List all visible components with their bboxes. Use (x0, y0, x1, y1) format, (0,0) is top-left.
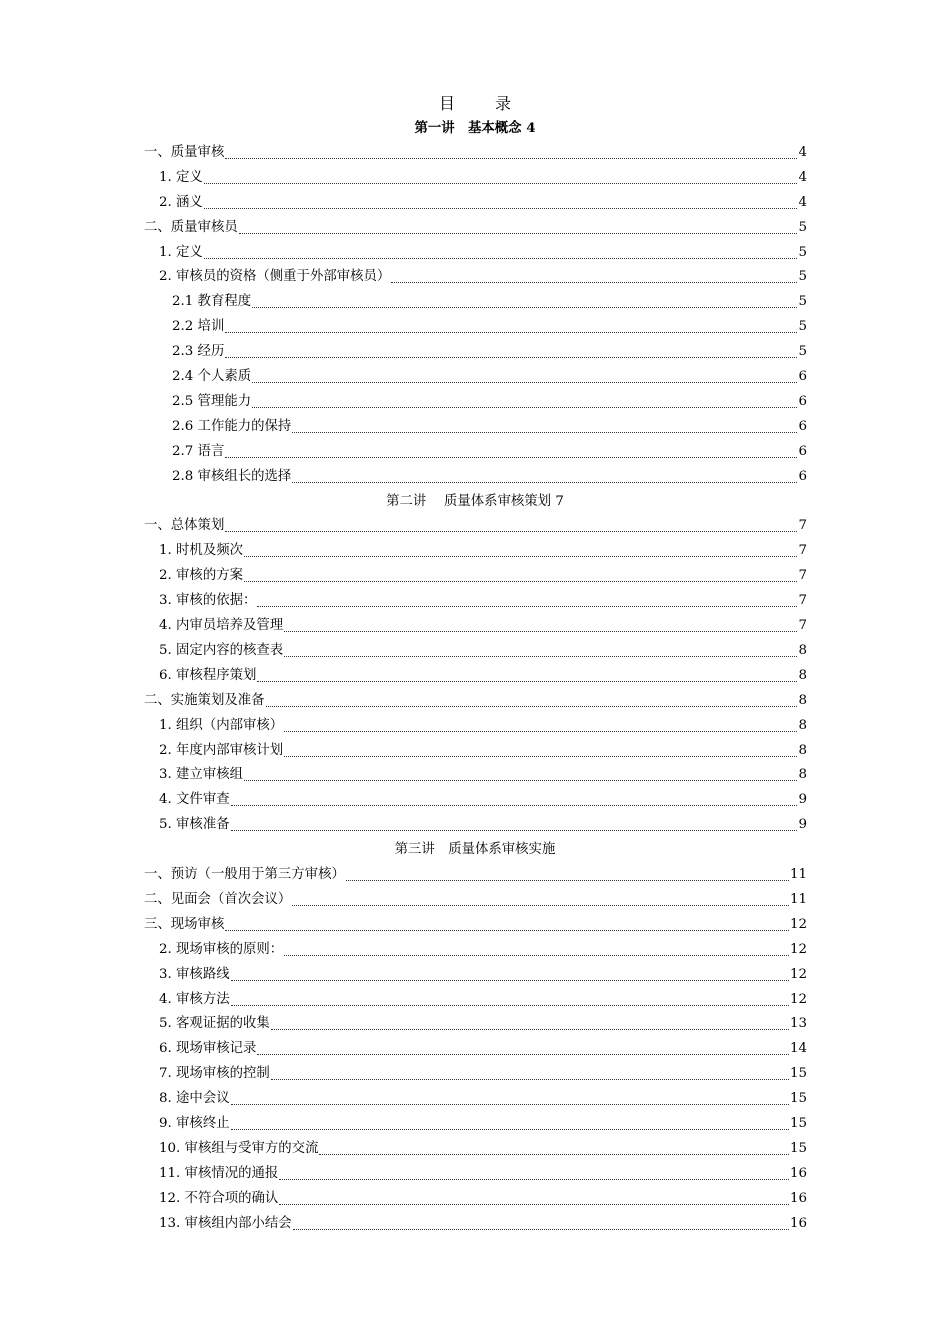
section-heading: 第三讲 质量体系审核实施 (394, 842, 556, 858)
toc-entry[interactable] (159, 1089, 807, 1109)
toc-entry[interactable] (159, 815, 807, 835)
toc-entry-page: 11 (789, 867, 807, 882)
dot-leader (293, 1214, 789, 1234)
toc-entry[interactable] (144, 516, 807, 536)
toc-entry[interactable] (159, 1189, 807, 1209)
toc-entry-page: 9 (798, 817, 807, 833)
toc-entry-page: 8 (798, 717, 807, 733)
dot-leader (244, 765, 797, 785)
dot-leader (225, 342, 797, 362)
dot-leader (252, 367, 797, 387)
dot-leader (284, 741, 797, 761)
dot-leader (284, 616, 797, 636)
dot-leader (225, 143, 797, 163)
toc-entry[interactable] (159, 765, 807, 785)
toc-entry-label: 4. 审核方法 (159, 991, 230, 1007)
toc-entry-label: 2.6 工作能力的保持 (172, 418, 292, 434)
toc-entry-page: 5 (798, 269, 807, 285)
dot-leader (271, 1014, 789, 1034)
toc-entry[interactable] (159, 1164, 807, 1184)
toc-entry[interactable] (159, 965, 807, 985)
toc-entry-label: 10. 审核组与受审方的交流 (159, 1140, 319, 1156)
toc-entry[interactable] (159, 990, 807, 1010)
dot-leader (292, 890, 789, 910)
toc-entry-page: 15 (789, 1091, 807, 1107)
toc-entry-label: 3. 审核的依据： (159, 593, 257, 609)
dot-leader (257, 591, 797, 611)
dot-leader (257, 1039, 789, 1059)
toc-entry-label: 5. 审核准备 (159, 817, 230, 833)
toc-entry[interactable] (159, 1139, 807, 1159)
toc-entry-label: 5. 固定内容的核查表 (159, 642, 284, 658)
toc-entry[interactable] (159, 243, 807, 263)
toc-title-char-2: 录 (495, 94, 512, 113)
toc-entry[interactable] (144, 890, 807, 910)
toc-entry-label: 2. 审核的方案 (159, 568, 243, 584)
dot-leader (292, 467, 797, 487)
toc-entry-page: 6 (798, 369, 807, 384)
toc-entry-page: 12 (789, 966, 807, 982)
toc-entry-page: 5 (798, 344, 807, 360)
toc-entry[interactable] (159, 716, 807, 736)
dot-leader (231, 1089, 789, 1109)
toc-title (0, 91, 950, 114)
toc-entry-page: 6 (798, 418, 807, 434)
toc-entry-label: 二、实施策划及准备 (144, 692, 265, 708)
toc-entry-page: 6 (798, 468, 807, 484)
toc-entry-label: 2.5 管理能力 (172, 393, 252, 409)
toc-entry-page: 12 (789, 941, 807, 957)
toc-entry-label: 5. 客观证据的收集 (159, 1016, 270, 1032)
toc-entry-label: 1. 定义 (159, 244, 203, 260)
dot-leader (292, 417, 797, 437)
dot-leader (244, 541, 797, 561)
toc-entry[interactable] (159, 666, 807, 686)
dot-leader (279, 1189, 789, 1209)
toc-entry[interactable] (172, 367, 807, 387)
toc-entry-page: 8 (798, 642, 807, 658)
toc-entry-page: 7 (798, 618, 807, 633)
toc-entry-label: 1. 定义 (159, 169, 203, 185)
toc-entry-page: 12 (789, 916, 807, 932)
toc-entry[interactable] (144, 143, 807, 163)
toc-entry-page: 13 (789, 1016, 807, 1032)
toc-entry-page: 7 (798, 543, 807, 559)
toc-entry[interactable] (144, 865, 807, 885)
dot-leader (204, 243, 798, 263)
toc-entry[interactable] (144, 691, 807, 711)
toc-entry-label: 一、质量审核 (144, 144, 225, 160)
toc-entry[interactable] (172, 392, 807, 412)
toc-entry[interactable] (159, 790, 807, 810)
dot-leader (231, 790, 798, 810)
dot-leader (231, 990, 789, 1010)
dot-leader (279, 1164, 789, 1184)
toc-entry[interactable] (159, 641, 807, 661)
toc-entry-page: 4 (798, 194, 807, 210)
toc-entry[interactable] (144, 218, 807, 238)
toc-entry[interactable] (172, 342, 807, 362)
toc-entry[interactable] (172, 442, 807, 462)
dot-leader (239, 218, 798, 238)
toc-entry-label: 7. 现场审核的控制 (159, 1066, 270, 1082)
toc-entry-label: 2.2 培训 (172, 319, 225, 335)
toc-entry-label: 一、预访（一般用于第三方审核） (144, 867, 345, 882)
dot-leader (346, 865, 789, 885)
toc-entry-label: 2.8 审核组长的选择 (172, 468, 292, 484)
toc-entry-label: 一、总体策划 (144, 518, 225, 534)
toc-entry-page: 4 (798, 144, 807, 160)
toc-entry-label: 8. 途中会议 (159, 1091, 230, 1107)
section-heading: 第二讲 质量体系审核策划 7 (386, 493, 564, 509)
dot-leader (231, 1114, 789, 1134)
toc-entry[interactable] (159, 193, 807, 213)
toc-entry-label: 2.7 语言 (172, 443, 225, 459)
dot-leader (252, 292, 797, 312)
toc-entry-page: 16 (789, 1190, 807, 1206)
toc-entry[interactable] (172, 467, 807, 487)
toc-entry-label: 3. 审核路线 (159, 966, 230, 982)
toc-entry-page: 5 (798, 319, 807, 335)
toc-entry-page: 11 (789, 891, 807, 907)
toc-entry[interactable] (159, 1114, 807, 1134)
dot-leader (225, 516, 797, 536)
toc-entry[interactable] (159, 566, 807, 586)
dot-leader (244, 566, 797, 586)
toc-entry-page: 5 (798, 219, 807, 235)
toc-entry-page: 15 (789, 1066, 807, 1082)
toc-entry[interactable] (159, 616, 807, 636)
toc-entry-page: 5 (798, 244, 807, 260)
toc-entry[interactable] (172, 317, 807, 337)
section-heading: 第一讲 基本概念 4 (414, 120, 536, 136)
toc-entry[interactable] (159, 940, 807, 960)
toc-entry-page: 7 (798, 593, 807, 609)
toc-entry-page: 16 (789, 1215, 807, 1231)
toc-entry-label: 12. 不符合项的确认 (159, 1190, 279, 1206)
toc-entry-label: 2.3 经历 (172, 344, 225, 360)
toc-entry-page: 8 (798, 692, 807, 708)
dot-leader (231, 815, 798, 835)
toc-entry-label: 6. 审核程序策划 (159, 667, 257, 683)
dot-leader (225, 915, 789, 935)
dot-leader (252, 392, 797, 412)
toc-entry-page: 15 (789, 1116, 807, 1131)
toc-entry-page: 8 (798, 667, 807, 683)
toc-entry-label: 1. 组织（内部审核） (159, 717, 284, 733)
toc-entry-page: 8 (798, 742, 807, 758)
toc-entry-label: 二、质量审核员 (144, 219, 238, 235)
toc-entry[interactable] (159, 1039, 807, 1059)
dot-leader (204, 193, 798, 213)
toc-entry-page: 7 (798, 518, 807, 534)
toc-entry-label: 9. 审核终止 (159, 1116, 230, 1131)
toc-entry-label: 二、见面会（首次会议） (144, 891, 292, 907)
toc-entry-page: 9 (798, 792, 807, 808)
toc-entry-page: 7 (798, 568, 807, 584)
toc-entry-label: 2.4 个人素质 (172, 369, 252, 384)
dot-leader (391, 267, 797, 287)
toc-entry[interactable] (172, 292, 807, 312)
toc-entry-label: 11. 审核情况的通报 (159, 1165, 279, 1181)
toc-entry[interactable] (159, 1214, 807, 1234)
toc-entry-label: 三、现场审核 (144, 916, 225, 932)
dot-leader (225, 442, 797, 462)
toc-entry-page: 4 (798, 169, 807, 185)
toc-entry[interactable] (159, 1064, 807, 1084)
toc-entry-page: 15 (789, 1140, 807, 1156)
toc-entry-page: 5 (798, 294, 807, 310)
toc-entry-label: 2. 涵义 (159, 194, 203, 210)
toc-entry-label: 13. 审核组内部小结会 (159, 1215, 292, 1231)
dot-leader (284, 641, 797, 661)
dot-leader (271, 1064, 789, 1084)
toc-entry-label: 4. 内审员培养及管理 (159, 618, 284, 633)
toc-entry-label: 2. 年度内部审核计划 (159, 742, 284, 758)
dot-leader (266, 691, 798, 711)
toc-entry[interactable] (159, 541, 807, 561)
toc-entry-page: 8 (798, 767, 807, 783)
toc-entry[interactable] (159, 1014, 807, 1034)
toc-entry-label: 4. 文件审查 (159, 792, 230, 808)
toc-entry[interactable] (144, 915, 807, 935)
toc-entry-page: 6 (798, 443, 807, 459)
dot-leader (319, 1139, 788, 1159)
dot-leader (257, 666, 797, 686)
toc-entry-page: 12 (789, 991, 807, 1007)
dot-leader (284, 716, 797, 736)
dot-leader (231, 965, 789, 985)
dot-leader (284, 940, 789, 960)
dot-leader (204, 168, 798, 188)
toc-entry-label: 2.1 教育程度 (172, 294, 252, 310)
toc-entry-label: 2. 审核员的资格（侧重于外部审核员） (159, 269, 391, 285)
toc-entry[interactable] (159, 591, 807, 611)
toc-entry-label: 2. 现场审核的原则： (159, 941, 284, 957)
dot-leader (225, 317, 797, 337)
toc-entry-label: 1. 时机及频次 (159, 543, 243, 559)
toc-entry-page: 6 (798, 393, 807, 409)
toc-entry-label: 3. 建立审核组 (159, 767, 243, 783)
toc-entry[interactable] (172, 417, 807, 437)
toc-entry[interactable] (159, 168, 807, 188)
toc-entry[interactable] (159, 267, 807, 287)
toc-title-char-1: 目 (438, 94, 455, 113)
toc-entry-page: 16 (789, 1165, 807, 1181)
toc-entry-label: 6. 现场审核记录 (159, 1041, 257, 1057)
toc-entry-page: 14 (789, 1041, 807, 1057)
toc-entry[interactable] (159, 741, 807, 761)
